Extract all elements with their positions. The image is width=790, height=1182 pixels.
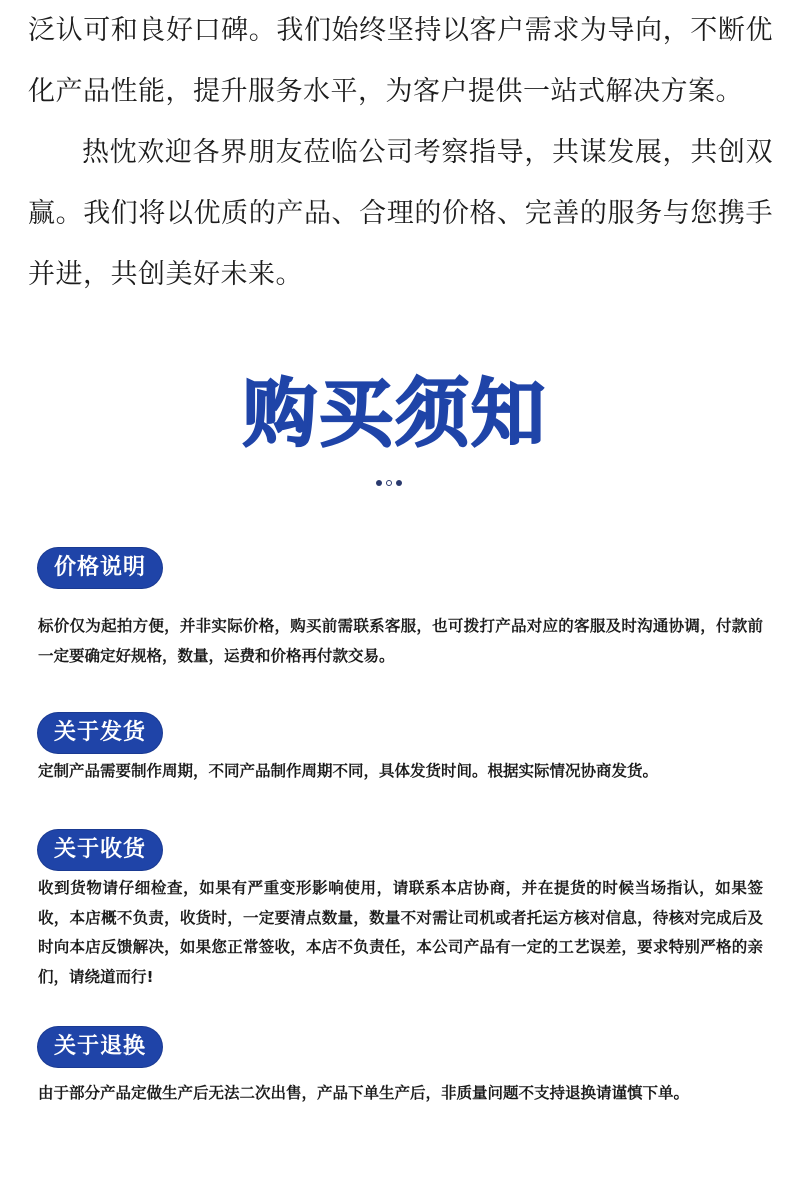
- intro-text: [28, 0, 773, 305]
- section-price: [38, 548, 763, 671]
- dot-icon: [396, 480, 402, 486]
- section-text-shipping: 定制产品需要制作周期，不同产品制作周期不同，具体发货时间。根据实际情况协商发货。: [38, 762, 659, 780]
- intro-paragraph-1: 泛认可和良好口碑。我们始终坚持以客户需求为导向，不断优化产品性能，提升服务水平，为客户提供一站式解决方案。: [28, 15, 773, 107]
- dot-icon: [386, 480, 392, 486]
- purchase-notice-title: 购买须知: [243, 371, 547, 457]
- section-label-shipping: 关于发货: [38, 713, 162, 753]
- section-receiving: [38, 830, 763, 992]
- section-label-receiving: 关于收货: [38, 830, 162, 870]
- decorative-dots: [376, 478, 416, 488]
- section-returns: [38, 1027, 763, 1109]
- section-label-returns: 关于退换: [38, 1027, 162, 1067]
- section-label-price: 价格说明: [38, 548, 162, 588]
- section-text-returns: 由于部分产品定做生产后无法二次出售，产品下单生产后，非质量问题不支持退换请谨慎下单。: [38, 1084, 690, 1102]
- intro-paragraph-2: 热忱欢迎各界朋友莅临公司考察指导，共谋发展，共创双赢。我们将以优质的产品、合理的价格、完善的服务与您携手并进，共创美好未来。: [28, 137, 773, 290]
- section-shipping: [38, 713, 763, 787]
- section-text-receiving: 收到货物请仔细检查，如果有严重变形影响使用，请联系本店协商，并在提货的时候当场指认，如果签收，本店概不负责，收货时，一定要清点数量，数量不对需让司机或者托运方核对信息，待核对完成后及时向本店反馈解决，如果您正常签收，本店不负责任，本公司产品有一定的工艺误差，要求特别严格的亲们，请绕道而行!: [38, 879, 763, 986]
- section-text-price: 标价仅为起拍方便，并非实际价格，购买前需联系客服，也可拨打产品对应的客服及时沟通协调，付款前一定要确定好规格，数量，运费和价格再付款交易。: [38, 617, 763, 665]
- dot-icon: [376, 480, 382, 486]
